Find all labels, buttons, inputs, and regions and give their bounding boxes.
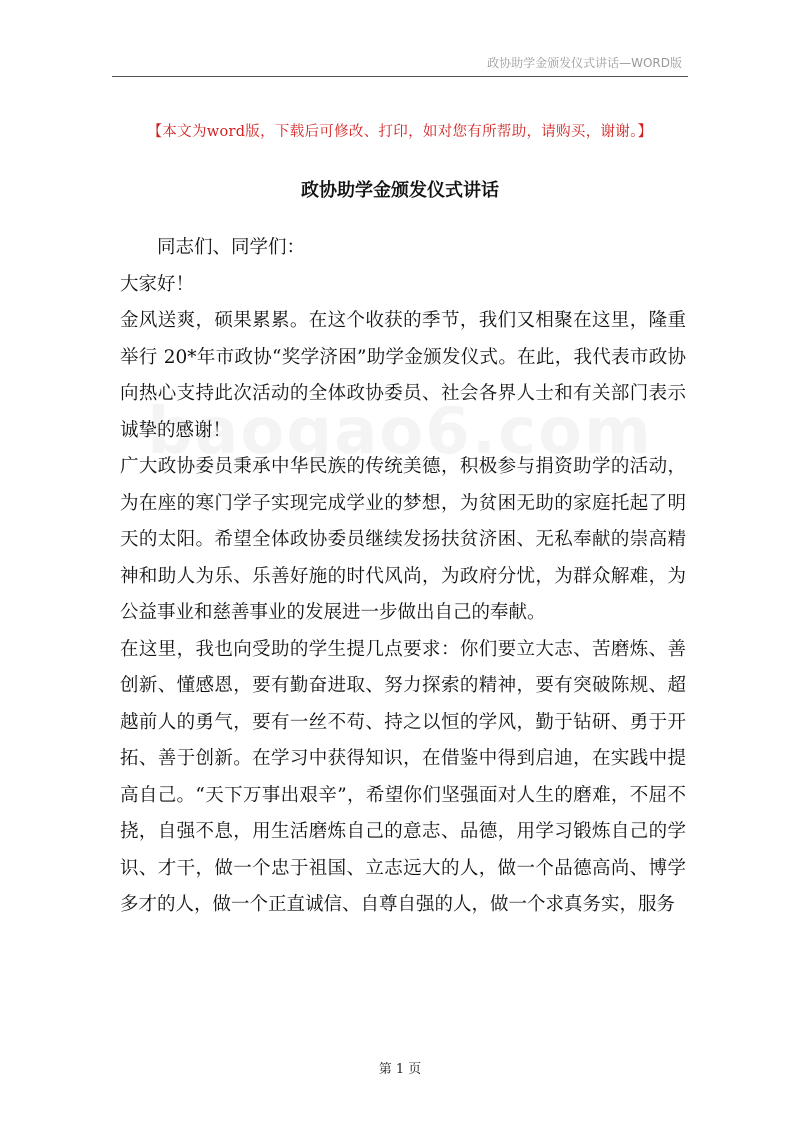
paragraph-opening: 金风送爽，硕果累累。在这个收获的季节，我们又相聚在这里，隆重举行 20*年市政协“奖学济困”助学金颁发仪式。在此，我代表市政协向热心支持此次活动的全体政协委员、社会各界人士和有关部门表示诚挚的感谢！ [120,310,686,441]
purchase-notice: 【本文为word版，下载后可修改、打印，如对您有所帮助，请购买，谢谢。】 [147,124,653,140]
paragraph-salutation: 同志们、同学们： [157,237,306,258]
paragraph-students: 在这里，我也向受助的学生提几点要求：你们要立大志、苦磨炼、善创新、懂感恩，要有勤奋进取、努力探索的精神，要有突破陈规、超越前人的勇气，要有一丝不苟、持之以恒的学风，勤于钻研、勇于开拓、善于创新。在学习中获得知识，在借鉴中得到启迪，在实践中提高自己。“天下万事出艰辛”，希望你们坚强面对人生的磨难，不屈不挠，自强不息，用生活磨炼自己的意志、品德，用学习锻炼自己的学识、才干，做一个忠于祖国、立志远大的人，做一个品德高尚、博学多才的人，做一个正直诚信、自尊自强的人，做一个求真务实，服务 [120,638,686,915]
paragraph-committee: 广大政协委员秉承中华民族的传统美德，积极参与捐资助学的活动，为在座的寒门学子实现完成学业的梦想，为贫困无助的家庭托起了明天的太阳。希望全体政协委员继续发扬扶贫济困、无私奉献的崇高精神和助人为乐、乐善好施的时代风尚，为政府分忧，为群众解难，为公益事业和慈善事业的发展进一步做出自己的奉献。 [120,456,686,623]
document-title: 政协助学金颁发仪式讲话 [301,180,499,201]
header-divider [112,76,688,77]
paragraph-greeting: 大家好！ [120,273,195,295]
running-header: 政协助学金颁发仪式讲话—WORD版 [487,56,682,70]
document-body [120,230,686,924]
page-number: 第 1 页 [378,1062,422,1077]
